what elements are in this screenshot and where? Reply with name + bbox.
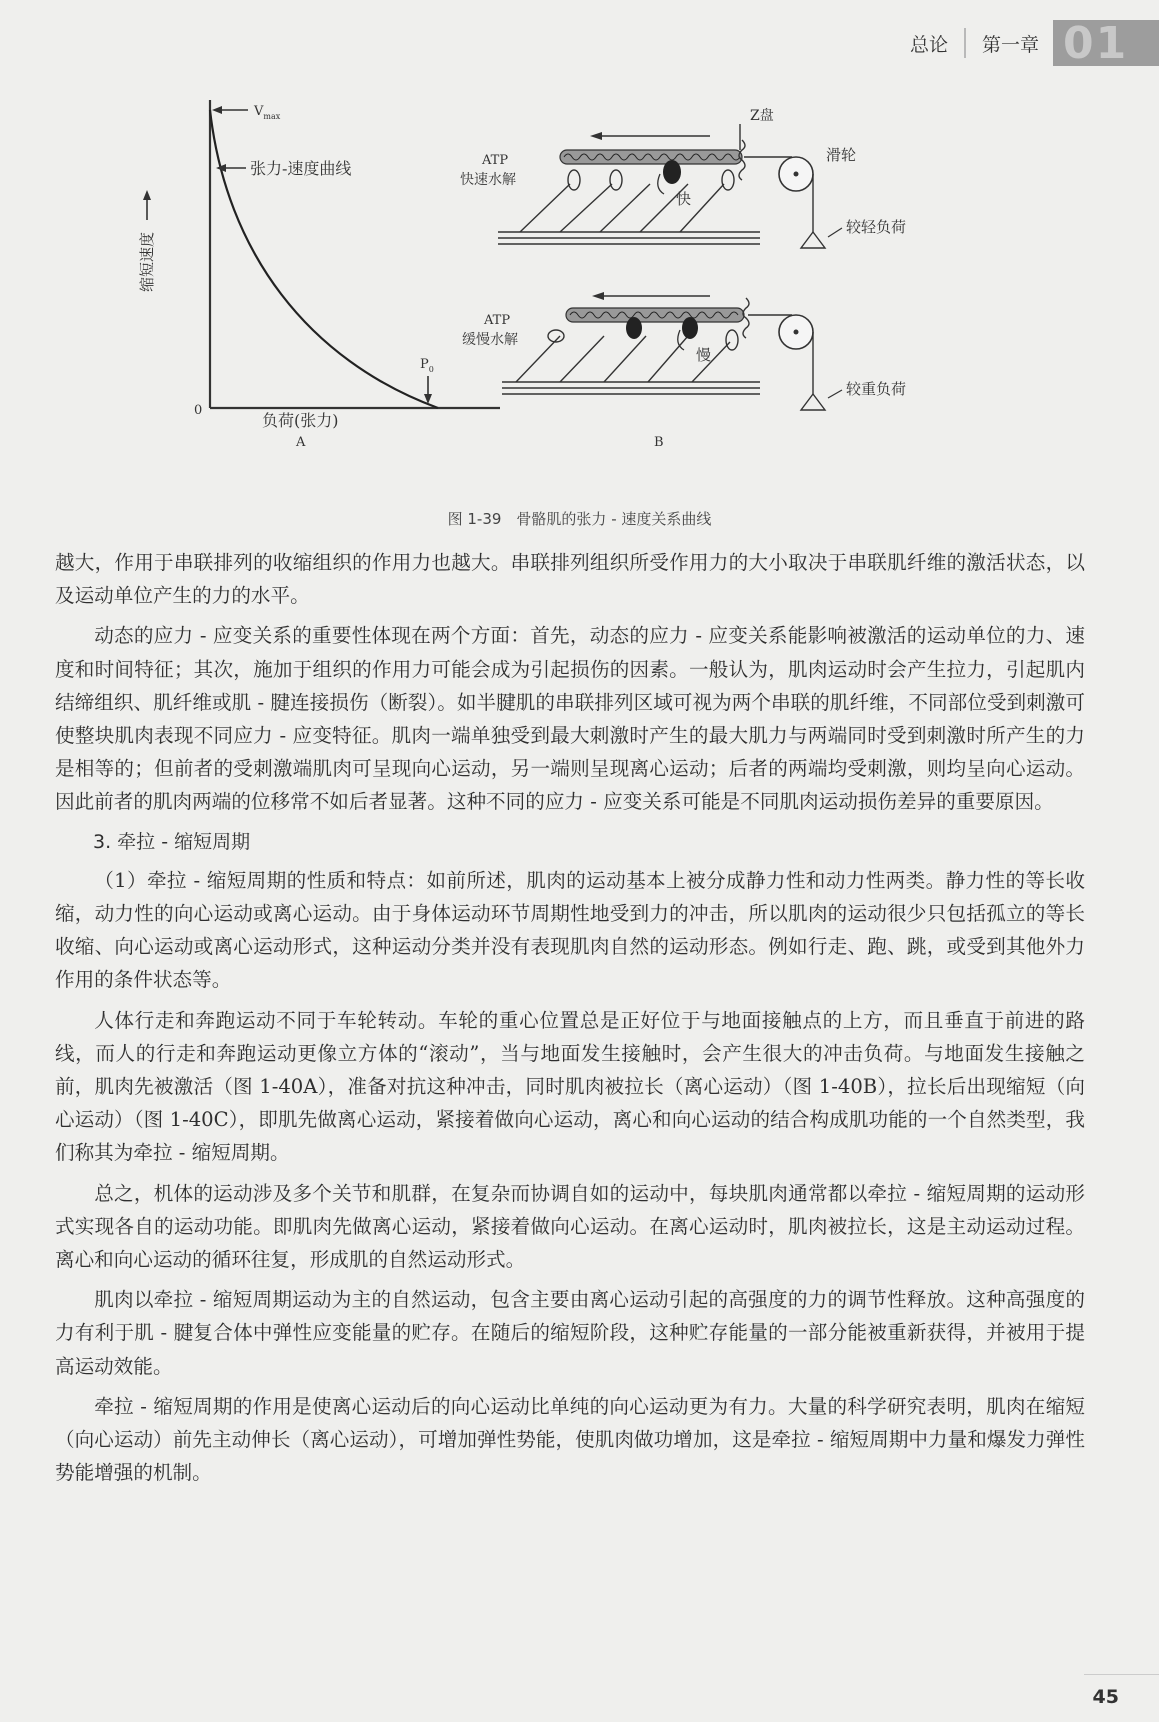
paragraph-3: （1）牵拉 - 缩短周期的性质和特点：如前所述，肌肉的运动基本上被分成静力性和动力性两类。静力性的等长收缩，动力性的向心运动或离心运动。由于身体运动环节周期性地受到力的冲击，所以肌肉的运动很少只包括孤立的等长收缩、向心运动或离心运动形式，这种运动分类并没有表现肌肉自然的运动形态。例如行走、跑、跳，或受到其他外力作用的条件状态等。 [55,868,1085,992]
panel-b-diagram [460,108,906,450]
bottom-motion-arrowhead [592,292,604,300]
y-axis-label: 缩短速度 [138,231,156,292]
curve-label: 张力-速度曲线 [250,159,352,178]
heavy-load-pointer [828,390,842,398]
heavy-load-label: 较重负荷 [846,380,907,398]
header-divider [964,28,966,58]
panel-b-label: B [654,435,664,450]
slow-label: 慢 [696,346,712,364]
paragraph-7: 牵拉 - 缩短周期的作用是使离心运动后的向心运动比单纯的向心运动更为有力。大量的科学研究表明，肌肉在缩短（向心运动）前先主动伸长（离心运动），可增加弹性势能，使肌肉做功增加，这是牵拉 - 缩短周期中力量和爆发力弹性势能增强的机制。 [55,1394,1085,1485]
chapter-number-badge: 01 [1053,20,1159,66]
tension-velocity-curve [210,110,438,408]
top-atp-label: ATP [482,153,509,168]
top-cross-bridges [520,170,734,232]
light-load-pointer [828,228,842,237]
paragraph-1: 越大，作用于串联排列的收缩组织的作用力也越大。串联排列组织所受作用力的大小取决于串联肌纤维的激活状态，以及运动单位产生的力的水平。 [55,551,1085,608]
header-chapter: 第一章 [981,33,1039,56]
header-section: 总论 [909,33,948,56]
top-actin-filament [560,150,742,164]
pulley-label: 滑轮 [826,146,857,164]
light-load-weight [801,232,825,248]
bottom-pulley-axle [794,330,799,335]
vmax-arrowhead [212,106,222,114]
bottom-actin-filament [566,308,744,322]
p0-label: $P_0$ [420,357,434,374]
bottom-myosin-head-1 [626,317,642,339]
section-heading: 3. 牵拉 - 缩短周期 [93,830,251,853]
bottom-atp-label: ATP [484,313,511,328]
top-myosin-head [663,160,681,184]
x-axis-label: 负荷(张力) [262,411,339,430]
heavy-load-weight [801,394,825,410]
figure-caption: 图 1-39 骨骼肌的张力 - 速度关系曲线 [447,510,712,528]
bottom-myosin-head-2 [682,317,698,339]
page-number: 45 [1092,1686,1119,1708]
panel-a-graph [138,100,500,450]
light-load-label: 较轻负荷 [846,218,907,236]
top-pulley-axle [794,172,799,177]
footer-rule [1084,1674,1159,1675]
paragraph-6: 肌肉以牵拉 - 缩短周期运动为主的自然运动，包含主要由离心运动引起的高强度的力的调节性释放。这种高强度的力有利于肌 - 腱复合体中弹性应变能量的贮存。在随后的缩短阶段，这种贮存能量的一部分能被重新获得，并被用于提高运动效能。 [55,1288,1085,1378]
paragraph-2: 动态的应力 - 应变关系的重要性体现在两个方面：首先，动态的应力 - 应变关系能影响被激活的运动单位的力、速度和时间特征；其次，施加于组织的作用力可能会成为引起损伤的因素。一般认为，肌肉运动时会产生拉力，引起肌内结缔组织、肌纤维或肌 - 腱连接损伤（断裂）。如半腱肌的串联排列区域可视为两个串联的肌纤维，不同部位受到刺激可使整块肌肉表现不同应力 - 应变特征。肌肉一端单独受到最大刺激时产生的最大肌力与两端同时受到刺激时所产生的力是相等的；但前者的受刺激端肌肉可呈现向心运动，另一端则呈现离心运动；后者的两端均受刺激，则均呈向心运动。因此前者的肌肉两端的位移常不如后者显著。这种不同的应力 - 应变关系可能是不同肌肉运动损伤差异的重要原因。 [55,624,1085,814]
top-head-rotation-arrow [658,174,664,194]
top-motion-arrowhead [590,132,602,140]
z-disc-label: Z盘 [750,108,774,124]
paragraph-5: 总之，机体的运动涉及多个关节和肌群，在复杂而协调自如的运动中，每块肌肉通常都以牵拉 - 缩短周期的运动形式实现各自的运动功能。即肌肉先做离心运动，紧接着做向心运动。在离心运动时，肌肉被拉长，这是主动运动过程。离心和向心运动的循环往复，形成肌的自然运动形式。 [55,1181,1085,1272]
figure-1-39 [120,92,1060,532]
y-axis-label-arrowhead [143,190,151,200]
origin-label: 0 [194,403,203,418]
figure-illustration [120,92,1060,532]
vmax-label: $V_{max}$ [254,104,281,121]
panel-a-label: A [296,435,306,450]
slow-hydrolysis-label: 缓慢水解 [462,332,518,348]
body-text [55,546,1085,1496]
paragraph-4: 人体行走和奔跑运动不同于车轮转动。车轮的重心位置总是正好位于与地面接触点的上方，而且垂直于前进的路线，而人的行走和奔跑运动更像立方体的“滚动”，当与地面发生接触时，会产生很大的冲击负荷。与地面发生接触之前，肌肉先被激活（图 1-40A），准备对抗这种冲击，同时肌肉被拉长（离心运动）（图 1-40B），拉长后出现缩短（向心运动）（图 1-40C），即肌先做离心运动，紧接着做向心运动，离心和向心运动的结合构成肌功能的一个自然类型，我们称其为牵拉 - 缩短周期。 [55,1008,1085,1165]
fast-label: 快 [676,190,692,208]
page-header [909,17,1159,69]
fast-hydrolysis-label: 快速水解 [460,172,516,188]
